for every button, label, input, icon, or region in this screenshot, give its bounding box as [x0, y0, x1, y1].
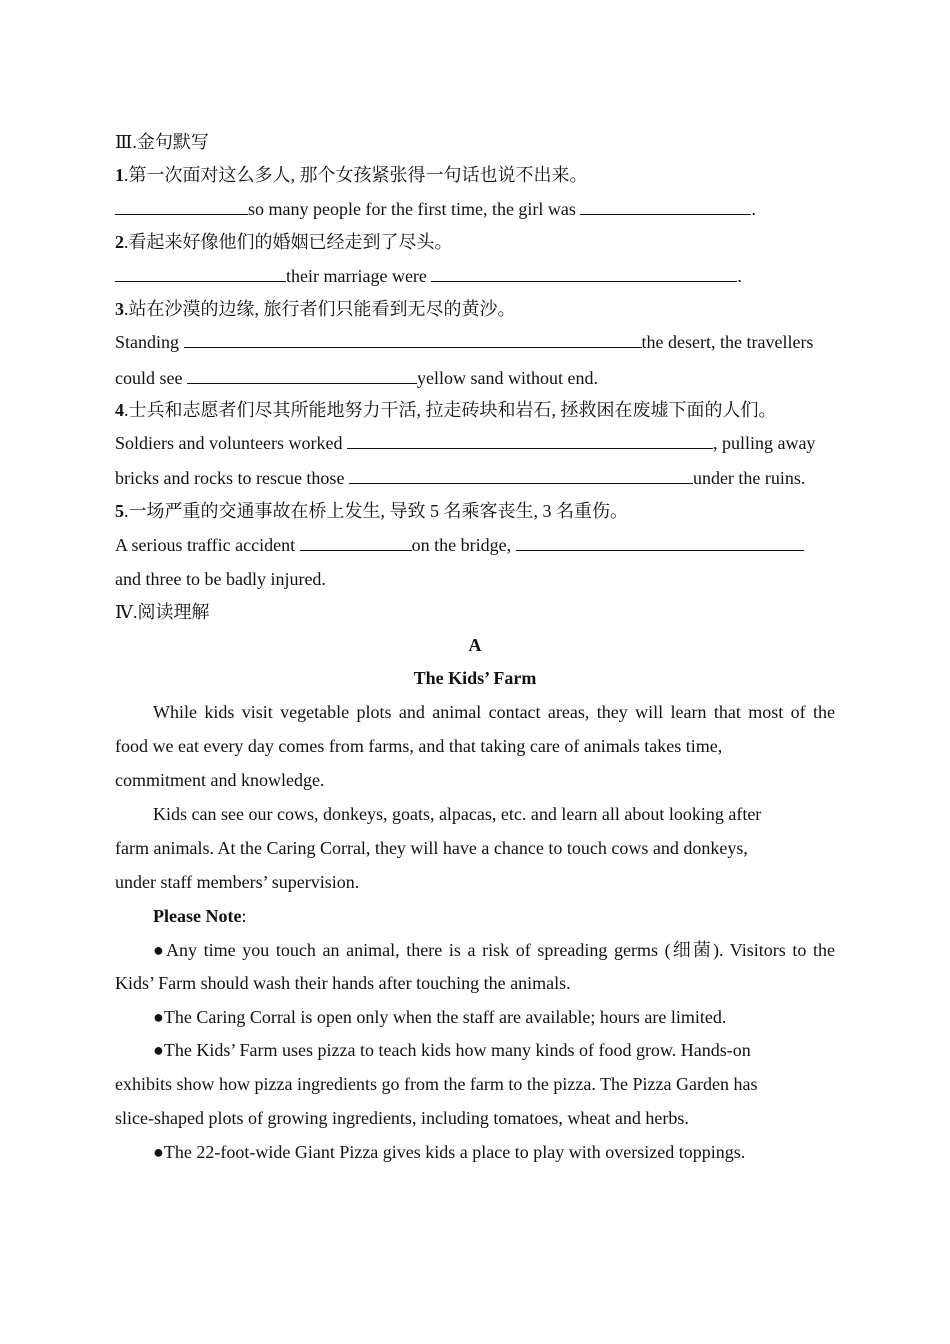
q5-answer-line-2: and three to be badly injured.	[115, 569, 326, 589]
q2-text-a: their marriage were	[286, 266, 427, 286]
p2-line-1: Kids can see our cows, donkeys, goats, alpacas, etc. and learn all about looking after	[153, 804, 762, 824]
please-note-line	[153, 904, 835, 928]
q2-blank-1[interactable]	[115, 264, 286, 282]
please-note-label: Please Note	[153, 906, 242, 926]
bullet-1-line-2: Kids’ Farm should wash their hands after touching the animals.	[115, 973, 571, 993]
q2-prompt	[115, 230, 835, 254]
q4-text-b: under the ruins.	[692, 468, 806, 488]
q5-answer-line-1	[115, 533, 835, 557]
q4-prompt	[115, 398, 835, 422]
q5-chinese: .一场严重的交通事故在桥上发生, 导致 5 名乘客丧生, 3 名重伤。	[124, 501, 628, 521]
q3-start-2: could see	[115, 368, 183, 388]
q4-blank-1[interactable]	[347, 431, 713, 449]
q2-answer-line	[115, 264, 835, 288]
bullet-4: ●The 22-foot-wide Giant Pizza gives kids a place to play with oversized toppings.	[153, 1142, 746, 1162]
q3-blank-1[interactable]	[184, 330, 642, 348]
p1-line-3: commitment and knowledge.	[115, 770, 325, 790]
q4-answer-line-1	[115, 431, 835, 455]
q1-blank-2[interactable]	[580, 197, 751, 215]
q4-text-a: , pulling away	[712, 433, 816, 453]
p2-line-2: farm animals. At the Caring Corral, they will have a chance to touch cows and donkeys,	[115, 838, 748, 858]
q1-number: 1	[115, 165, 124, 185]
q3-prompt	[115, 297, 835, 321]
q5-prompt	[115, 499, 835, 523]
bullet-3-line-2: exhibits show how pizza ingredients go from the farm to the pizza. The Pizza Garden has	[115, 1074, 758, 1094]
q1-prompt	[115, 163, 835, 187]
q3-blank-2[interactable]	[187, 366, 417, 384]
passage-title: The Kids’ Farm	[413, 668, 537, 688]
q4-blank-2[interactable]	[349, 466, 693, 484]
q3-answer-line-1	[115, 330, 835, 354]
q4-number: 4	[115, 400, 124, 420]
section-3-heading: Ⅲ.金句默写	[115, 132, 209, 152]
q1-blank-1[interactable]	[115, 197, 248, 215]
p1-line-2: food we eat every day comes from farms, and that taking care of animals takes time,	[115, 736, 723, 756]
q2-blank-2[interactable]	[431, 264, 737, 282]
q5-blank-2[interactable]	[516, 533, 804, 551]
q1-text-end: .	[751, 199, 756, 219]
p2-line-3: under staff members’ supervision.	[115, 872, 360, 892]
bullet-1-line-1: ●Any time you touch an animal, there is a risk of spreading germs (细菌). Visitors to the	[153, 940, 835, 960]
q4-start: Soldiers and volunteers worked	[115, 433, 343, 453]
q2-number: 2	[115, 232, 124, 252]
q3-text-a: the desert, the travellers	[641, 332, 814, 352]
bullet-2: ●The Caring Corral is open only when the staff are available; hours are limited.	[153, 1007, 727, 1027]
q5-blank-1[interactable]	[300, 533, 412, 551]
bullet-3-line-3: slice-shaped plots of growing ingredients, including tomatoes, wheat and herbs.	[115, 1108, 689, 1128]
q3-number: 3	[115, 299, 124, 319]
p1-line-1: While kids visit vegetable plots and animal contact areas, they will learn that most of the	[153, 702, 835, 722]
q4-start-2: bricks and rocks to rescue those	[115, 468, 345, 488]
bullet-3-line-1: ●The Kids’ Farm uses pizza to teach kids how many kinds of food grow. Hands-on	[153, 1040, 751, 1060]
please-note-colon: :	[241, 906, 247, 926]
q5-number: 5	[115, 501, 124, 521]
section-4-heading: Ⅳ.阅读理解	[115, 602, 210, 622]
q1-text-a: so many people for the first time, the girl was	[248, 199, 576, 219]
q4-chinese: .士兵和志愿者们尽其所能地努力干活, 拉走砖块和岩石, 拯救困在废墟下面的人们。	[124, 400, 777, 420]
q2-chinese: .看起来好像他们的婚姻已经走到了尽头。	[124, 232, 453, 252]
q3-chinese: .站在沙漠的边缘, 旅行者们只能看到无尽的黄沙。	[124, 299, 516, 319]
q3-answer-line-2	[115, 366, 835, 390]
q3-start: Standing	[115, 332, 180, 352]
passage-label: A	[468, 635, 482, 655]
q4-answer-line-2	[115, 466, 835, 490]
q1-chinese: .第一次面对这么多人, 那个女孩紧张得一句话也说不出来。	[124, 165, 588, 185]
q1-answer-line	[115, 197, 835, 221]
q5-start: A serious traffic accident	[115, 535, 296, 555]
q5-text-a: on the bridge,	[411, 535, 512, 555]
q3-text-b: yellow sand without end.	[416, 368, 598, 388]
q2-text-end: .	[737, 266, 742, 286]
